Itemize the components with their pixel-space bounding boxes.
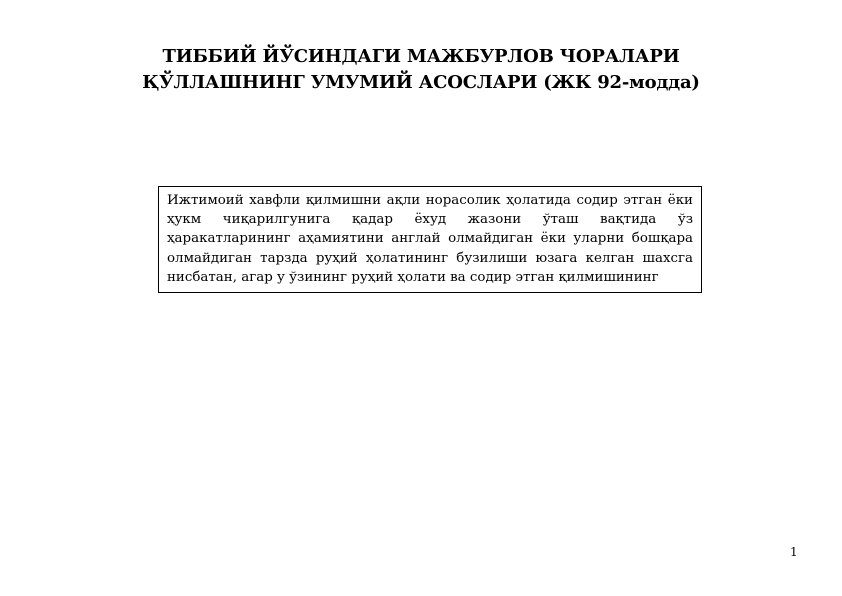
framed-text-box: Ижтимоий хавфли қилмишни ақли норасолик ҳолатида содир этган ёки ҳукм чиқарилгунига қадар ёхуд жазони ўташ вақтида ўз ҳаракатларининг аҳамиятини англай олмайдиган ёки уларни бошқара олмайдиган тарзда руҳий ҳолатининг бузилиши юзага келган шахсга нисбатан, агар у ўзининг руҳий ҳолати ва содир этган қилмишининг bbox=[158, 186, 702, 293]
document-title bbox=[0, 44, 842, 96]
title-line-1: ТИББИЙ ЙЎСИНДАГИ МАЖБУРЛОВ ЧОРАЛАРИ bbox=[162, 46, 680, 67]
title-line-2: ҚЎЛЛАШНИНГ УМУМИЙ АСОСЛАРИ (ЖК 92-модда) bbox=[142, 72, 700, 93]
page-number: 1 bbox=[790, 545, 798, 559]
